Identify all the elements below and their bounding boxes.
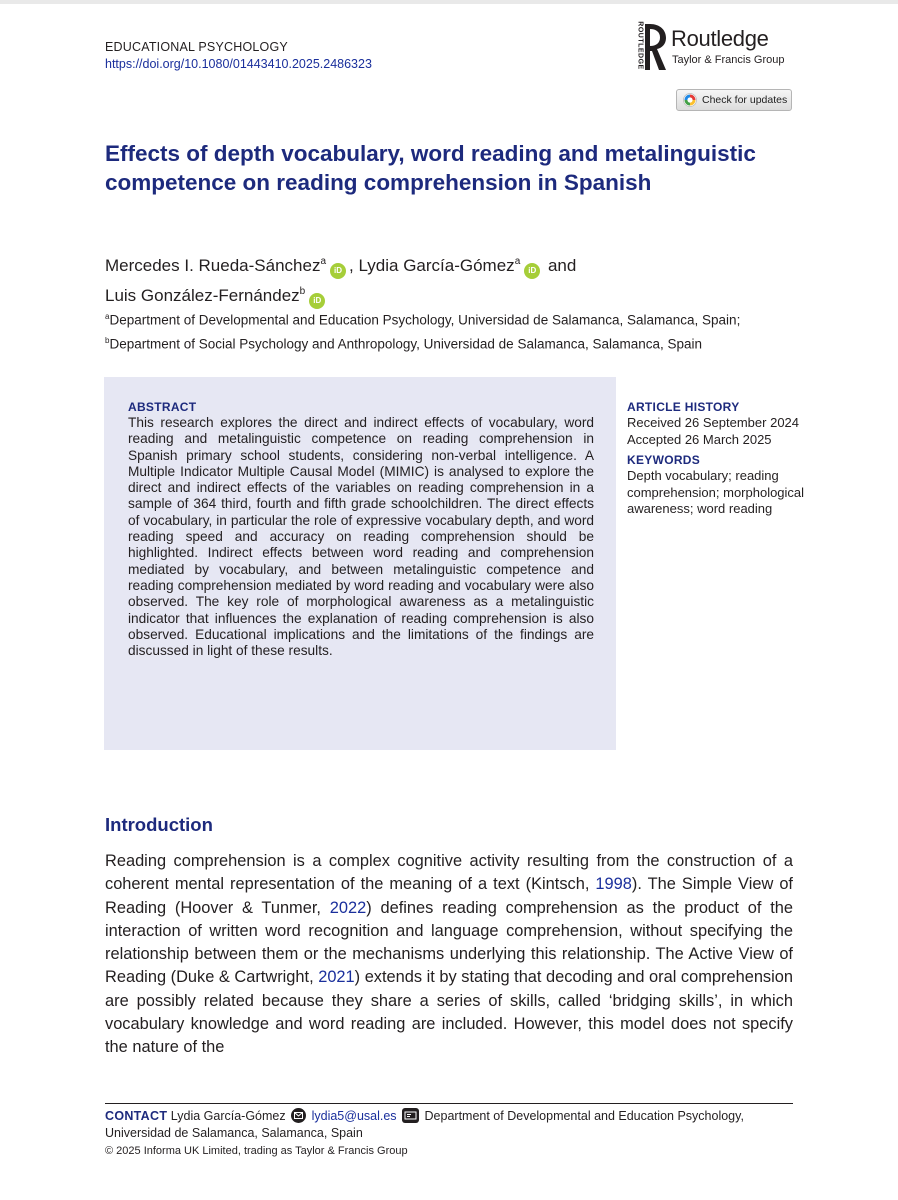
- author-name: Mercedes I. Rueda-Sánchez: [105, 256, 321, 275]
- author-separator: ,: [349, 256, 359, 275]
- citation-link[interactable]: 2021: [318, 968, 355, 987]
- orcid-icon[interactable]: iD: [309, 293, 325, 309]
- email-icon: [291, 1108, 306, 1123]
- journal-name: EDUCATIONAL PSYCHOLOGY: [105, 40, 288, 54]
- contact-label: CONTACT: [105, 1109, 168, 1123]
- contact-block: [105, 1108, 805, 1142]
- check-for-updates-button[interactable]: [676, 89, 792, 111]
- affiliations: [105, 307, 805, 354]
- abstract-heading: ABSTRACT: [128, 400, 197, 414]
- accepted-date: Accepted 26 March 2025: [627, 431, 772, 447]
- publisher-group: Taylor & Francis Group: [672, 54, 785, 66]
- intro-text: Reading comprehension is a complex cognitive activity resulting from the construction of a coherent mental representation of the meaning of a text (Kintsch,: [105, 852, 793, 894]
- author-affil-mark: b: [299, 286, 306, 297]
- doi-link[interactable]: https://doi.org/10.1080/01443410.2025.2486323: [105, 57, 372, 71]
- check-updates-label: Check for updates: [702, 94, 788, 106]
- address-icon: [402, 1108, 419, 1123]
- intro-text: ). The Simple View of Reading (Hoover & Tunmer,: [105, 875, 793, 917]
- abstract-text: This research explores the direct and indirect effects of vocabulary, word reading and metalinguistic competence on reading comprehension in Spanish primary school students, considering non-verbal intelligence. A Multiple Indicator Multiple Causal Model (MIMIC) is analysed to explore the direct and indirect effects of the variables on reading comprehension in a sample of 364 third, fourth and fifth grade schoolchildren. The direct effects of vocabulary, in particular the role of expressive vocabulary depth, and word reading speed and accuracy on reading comprehension should be highlighted. Indirect effects between word reading and comprehension mediated by vocabulary, and between metalinguistic competence and reading comprehension mediated by word reading and vocabulary were also observed. The key role of morphological awareness as a metalinguistic indicator that influences the explanation of reading comprehension is also observed. Educational implications and the limitations of the findings are discussed in light of these results.: [128, 415, 594, 659]
- intro-text: ) defines reading comprehension as the product of the interaction of written word recognition and language comprehension, without specifying the relationship between them or the mechanisms underlying this relationship. The Active View of Reading (Duke & Cartwright,: [105, 898, 793, 987]
- contact-name: Lydia García-Gómez: [170, 1109, 286, 1123]
- author-list: [105, 249, 805, 309]
- citation-link[interactable]: 2022: [329, 898, 367, 917]
- citation-link[interactable]: 1998: [595, 875, 632, 894]
- introduction-heading: Introduction: [105, 814, 213, 835]
- author-name: Lydia García-Gómez: [358, 256, 515, 275]
- contact-address: Department of Developmental and Education Psychology, Universidad de Salamanca, Salamanca, Spain: [105, 1109, 744, 1140]
- author-affil-mark: a: [514, 256, 521, 267]
- footer-divider: [105, 1103, 793, 1104]
- routledge-logo-icon: [644, 22, 670, 72]
- abstract-box: [104, 377, 616, 750]
- publisher-name: Routledge: [671, 26, 769, 51]
- publisher-spine: [630, 21, 644, 72]
- affiliation-b: Department of Social Psychology and Anthropology, Universidad de Salamanca, Salamanca, Spain: [109, 336, 703, 351]
- contact-email-link[interactable]: lydia5@usal.es: [311, 1109, 397, 1123]
- introduction-paragraph: [105, 850, 793, 1060]
- affil-mark: a: [105, 312, 110, 321]
- publisher-spine-text: ROUTLEDGE: [636, 21, 644, 70]
- copyright-notice: © 2025 Informa UK Limited, trading as Taylor & Francis Group: [105, 1145, 408, 1157]
- author-affil-mark: a: [320, 256, 327, 267]
- affiliation-a: Department of Developmental and Education Psychology, Universidad de Salamanca, Salamanca, Spain;: [109, 312, 741, 328]
- article-info-sidebar: [627, 399, 807, 518]
- author-name: Luis González-Fernández: [105, 286, 300, 305]
- top-bar: [0, 0, 898, 4]
- received-date: Received 26 September 2024: [627, 415, 800, 430]
- article-title: Effects of depth vocabulary, word reading and metalinguistic competence on reading comprehension in Spanish: [105, 141, 756, 195]
- check-updates-icon: [683, 93, 697, 107]
- keywords-heading: KEYWORDS: [627, 453, 701, 467]
- keywords-list: Depth vocabulary; reading comprehension; morphological awareness; word reading: [627, 468, 805, 516]
- author-and: and: [543, 256, 577, 275]
- orcid-icon[interactable]: iD: [524, 263, 540, 279]
- publisher-logo: [630, 22, 800, 74]
- article-history-heading: ARTICLE HISTORY: [627, 400, 740, 414]
- orcid-icon[interactable]: iD: [330, 263, 346, 279]
- intro-text: ) extends it by stating that decoding and oral comprehension are possibly related because they share a series of skills, called ‘bridging skills’, in which vocabulary knowledge and word reading are included. However, this model does not specify the nature of the: [105, 968, 794, 1057]
- affil-mark: b: [105, 335, 110, 345]
